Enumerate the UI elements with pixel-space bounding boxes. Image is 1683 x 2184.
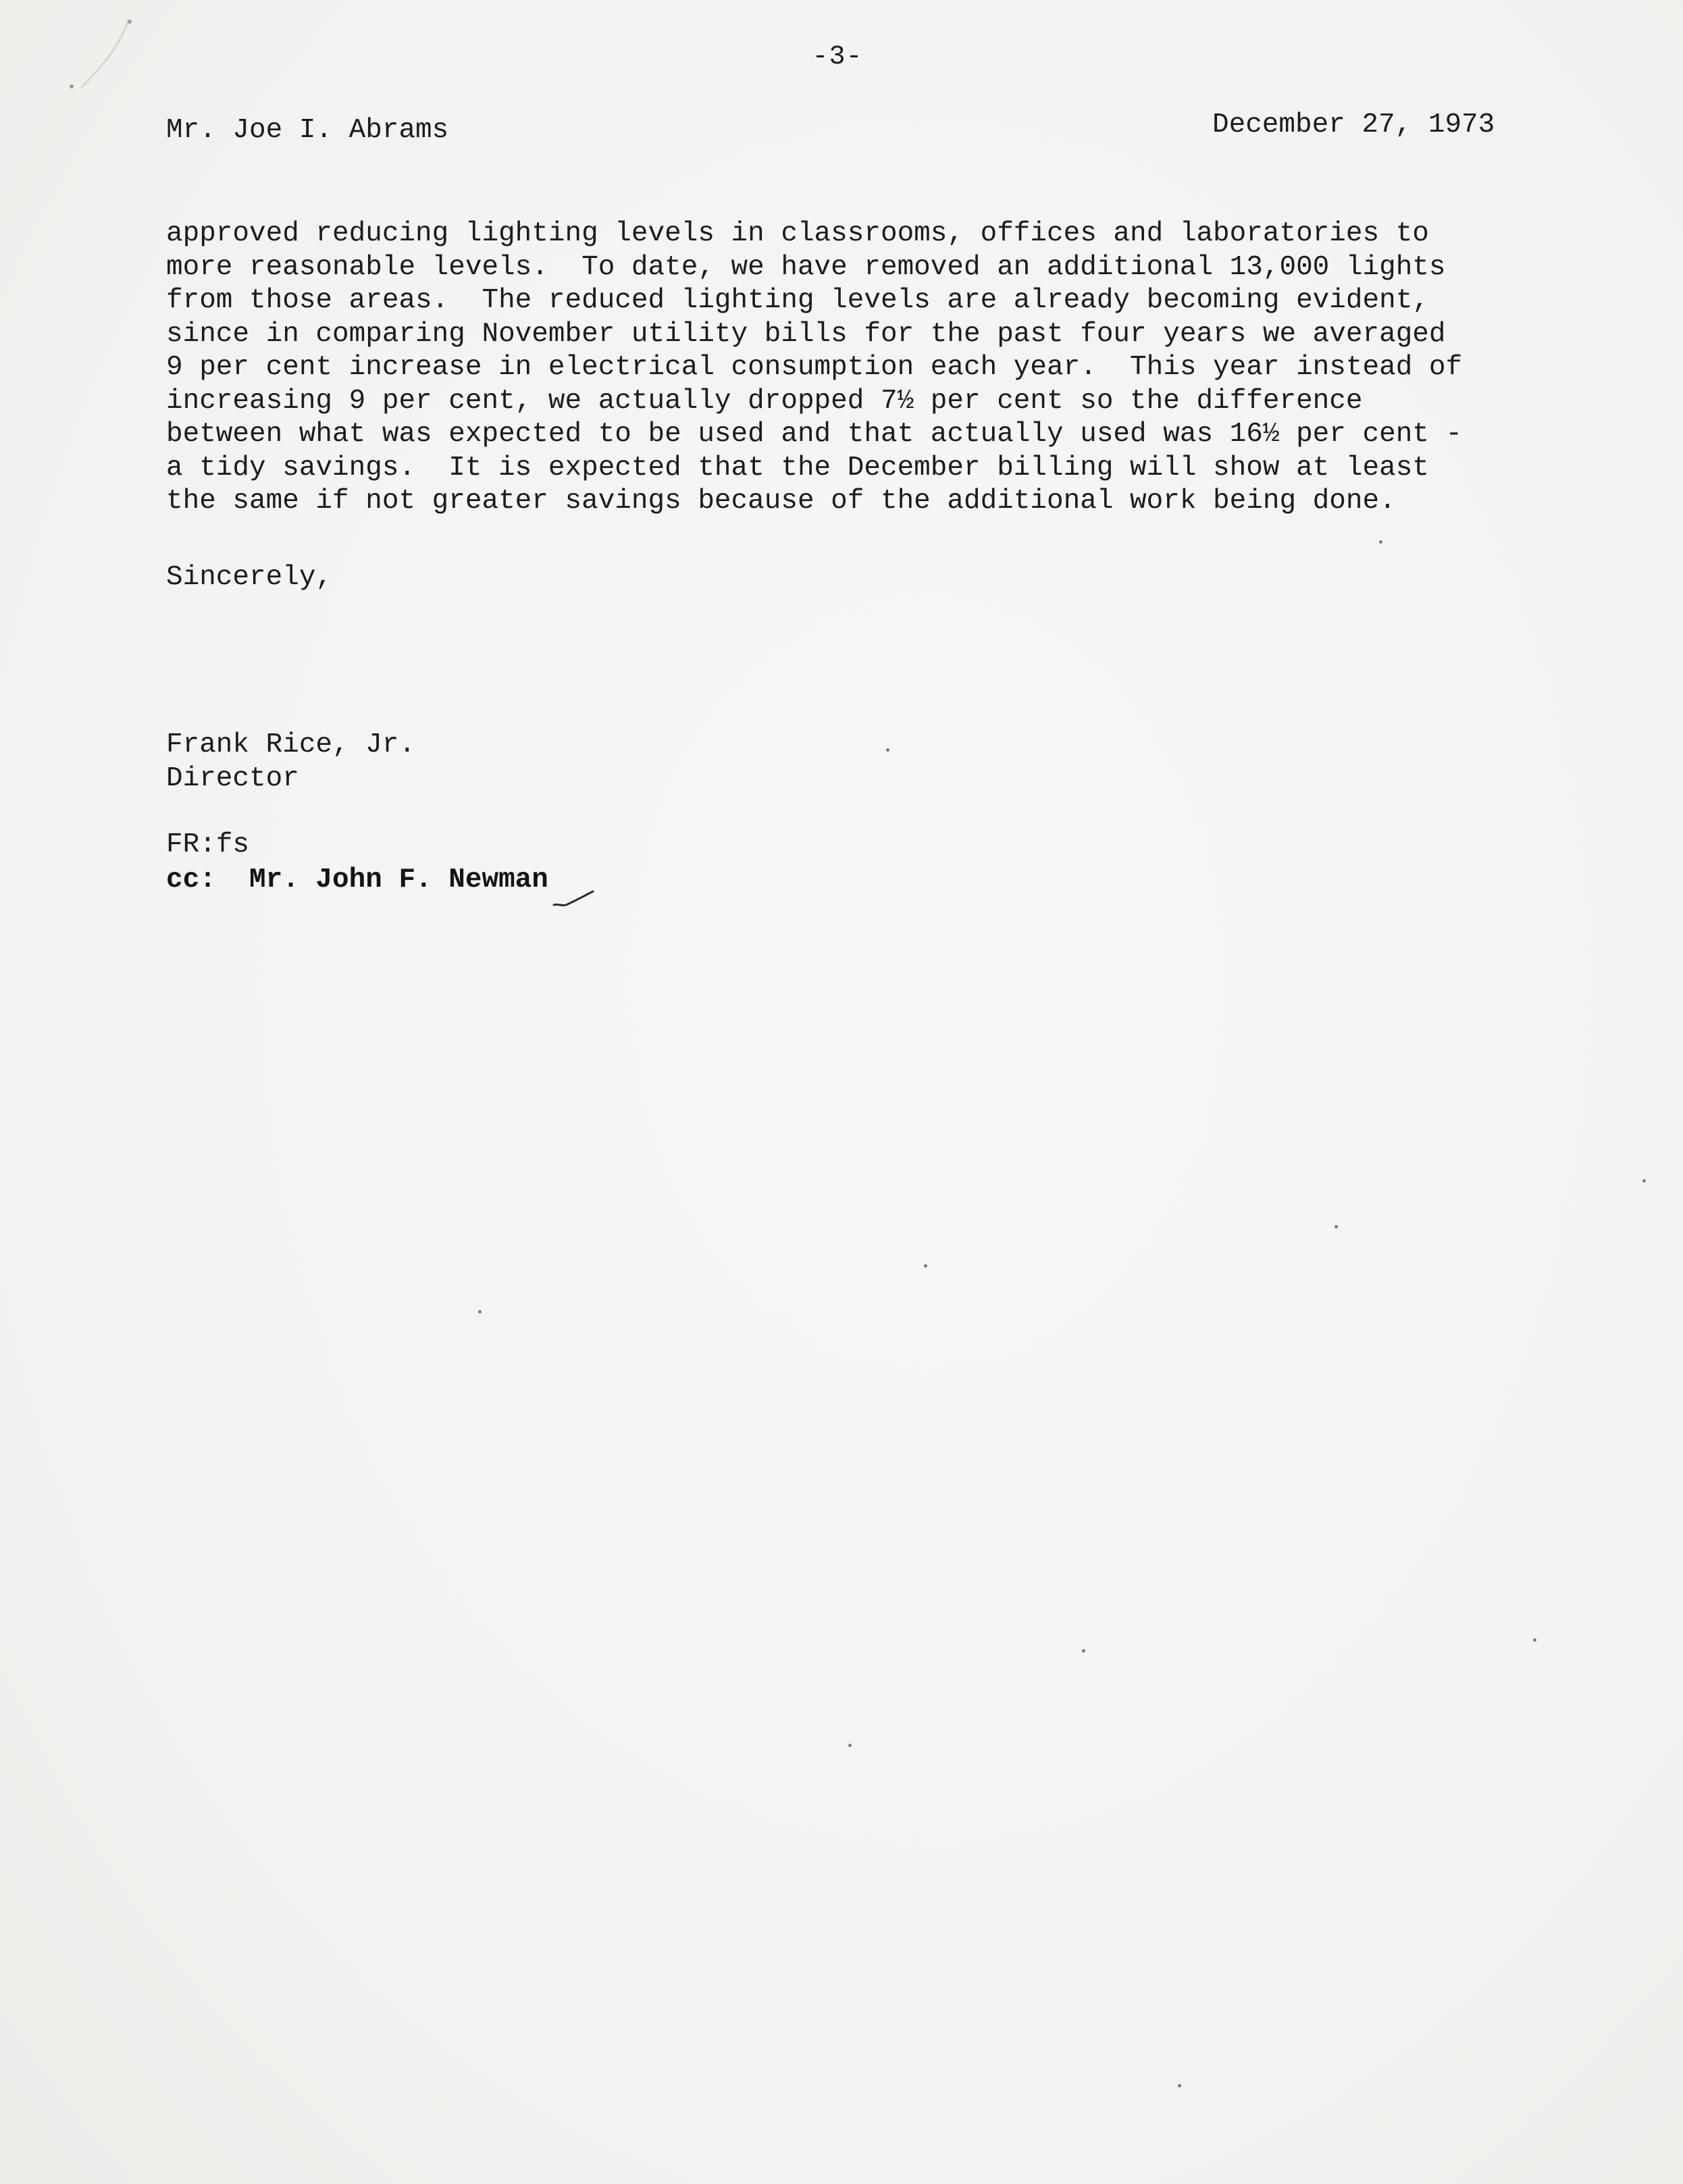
signer-title: Director [166,763,299,794]
typist-initials: FR:fs [166,829,250,860]
paper-speck [1178,2084,1181,2087]
body-line: since in comparing November utility bills for the past four years we averaged [166,318,1446,350]
body-line: 9 per cent increase in electrical consumption each year. This year instead of [166,352,1463,383]
letter-body [166,217,1462,519]
signer-name: Frank Rice, Jr. [166,729,416,760]
paper-speck [1335,1225,1338,1228]
paper-speck [1533,1638,1536,1642]
paper-speck [848,1744,852,1747]
body-line: increasing 9 per cent, we actually dropped 7½ per cent so the difference [166,385,1363,417]
letter-date: December 27, 1973 [1212,109,1495,140]
body-line: between what was expected to be used and that actually used was 16½ per cent - [166,419,1463,450]
check-mark-icon [552,890,594,908]
carbon-copy-line: cc: Mr. John F. Newman [166,864,548,895]
closing-salutation: Sincerely, [166,562,333,593]
body-line: from those areas. The reduced lighting levels are already becoming evident, [166,285,1429,316]
paper-speck [478,1310,482,1314]
body-line: more reasonable levels. To date, we have removed an additional 13,000 lights [166,251,1446,283]
body-line: a tidy savings. It is expected that the December billing will show at least [166,452,1429,484]
paper-speck [1379,540,1382,544]
paper-speck [1642,1179,1646,1182]
paper-speck [1082,1649,1085,1653]
paper-fold-mark [68,14,149,95]
paper-speck [924,1264,927,1268]
body-line: the same if not greater savings because of the additional work being done. [166,486,1396,517]
paper-speck [886,748,889,752]
body-line: approved reducing lighting levels in classrooms, offices and laboratories to [166,218,1429,249]
page-number: -3- [812,42,863,72]
addressee-name: Mr. Joe I. Abrams [166,115,449,146]
